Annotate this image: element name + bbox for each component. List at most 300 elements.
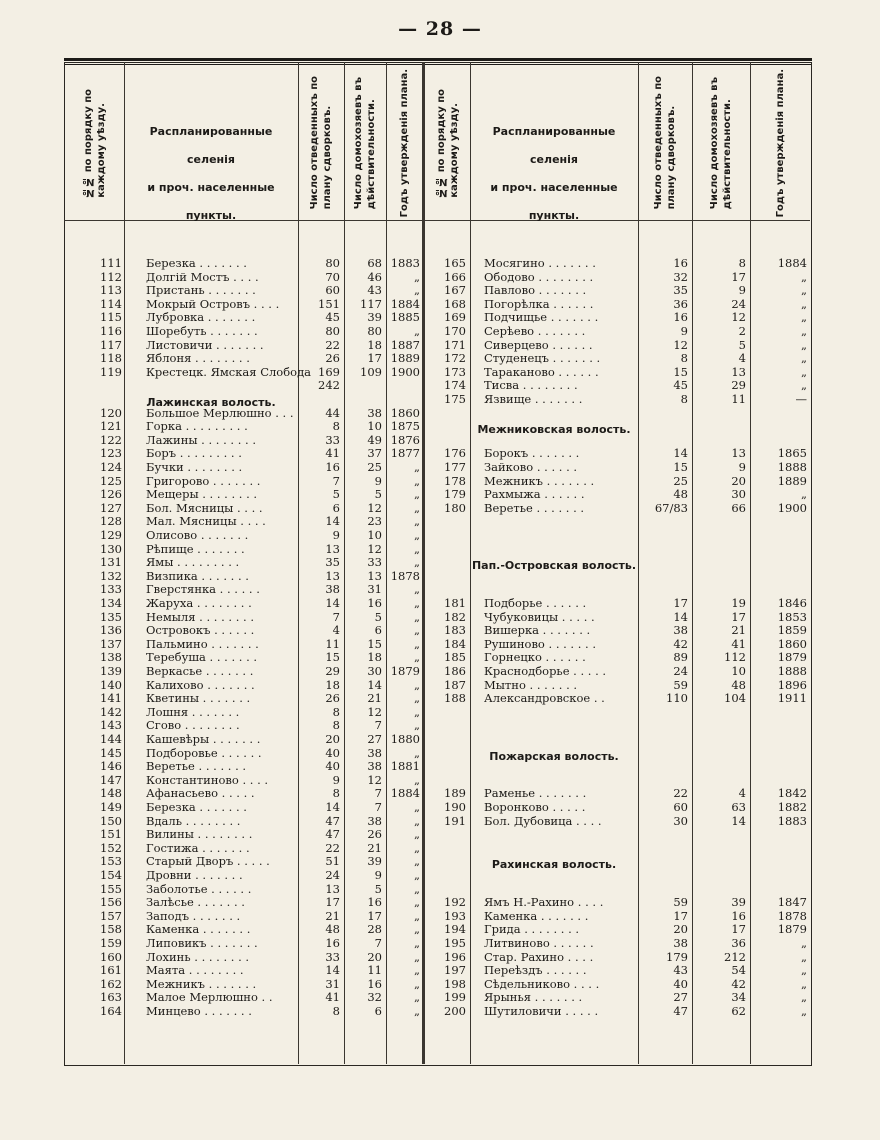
plan-year: 1885 [390, 310, 420, 325]
plots-count: 16 [673, 310, 688, 325]
plots-count: 13 [325, 881, 340, 896]
plots-count: 45 [673, 378, 688, 393]
table-row [0, 991, 880, 1003]
row-number: 144 [100, 732, 122, 746]
plan-year: „ [414, 541, 420, 556]
row-number: 195 [444, 936, 466, 950]
plots-count: 14 [673, 446, 688, 461]
plan-year: „ [801, 337, 807, 352]
plan-year: „ [414, 963, 420, 978]
plots-count: 60 [325, 283, 340, 298]
plan-year: 1865 [777, 446, 807, 461]
place-name: Рушиново . . . . . . . [484, 636, 597, 651]
table-row [0, 366, 880, 378]
place-name: Каменка . . . . . . . [484, 908, 589, 923]
row-number: 111 [100, 256, 122, 270]
plots-count: 22 [673, 786, 688, 801]
householders-count: 12 [367, 500, 382, 515]
householders-count: 31 [367, 582, 382, 597]
plots-count: 47 [673, 1004, 688, 1018]
section-heading: Пожарская волость. [489, 749, 619, 763]
place-name: Ярынья . . . . . . . [484, 990, 583, 1005]
plan-year: 1883 [390, 256, 420, 270]
householders-count: 21 [731, 623, 746, 638]
householders-count: 39 [731, 895, 746, 910]
householders-count: 27 [367, 732, 382, 746]
plan-year: „ [801, 1004, 807, 1018]
place-name: Гверстянка . . . . . . [146, 582, 260, 597]
householders-count: 9 [374, 473, 382, 488]
plan-year: „ [414, 283, 420, 298]
householders-count: 24 [731, 296, 746, 311]
row-number: 154 [100, 868, 122, 882]
plots-count: 44 [325, 405, 340, 420]
householders-count: 104 [724, 691, 746, 706]
plan-year: „ [414, 636, 420, 651]
place-name: Гостижа . . . . . . . [146, 840, 250, 855]
householders-count: 10 [367, 528, 382, 542]
row-number: 135 [100, 609, 122, 624]
plots-count: 80 [325, 256, 340, 270]
householders-count: 28 [367, 922, 382, 937]
table-row [0, 760, 880, 772]
plan-year: 1877 [390, 446, 420, 461]
place-name: Чубуковицы . . . . . [484, 609, 595, 624]
row-number: 120 [100, 405, 122, 420]
header-name-right: Распланированные селенія и проч. населенные пункты. [490, 125, 618, 222]
householders-count: 16 [367, 976, 382, 991]
row-number: 192 [444, 895, 466, 910]
householders-count: 12 [731, 310, 746, 325]
row-number: 163 [100, 990, 122, 1005]
row-number: 200 [444, 1004, 466, 1018]
householders-count: 109 [360, 364, 382, 379]
householders-count: 17 [731, 609, 746, 624]
place-name: Горнецко . . . . . . [484, 650, 586, 665]
place-name: Павлово . . . . . . . [484, 283, 587, 298]
place-name: Студенецъ . . . . . . . [484, 351, 601, 366]
table-row [0, 951, 880, 963]
row-number: 162 [100, 976, 122, 991]
plots-count: 9 [332, 528, 340, 542]
plan-year: 1888 [777, 664, 807, 678]
row-number: 185 [444, 650, 466, 665]
householders-count: 5 [374, 609, 382, 624]
householders-count: 38 [367, 759, 382, 774]
householders-count: 9 [738, 460, 746, 474]
place-name: Бол. Дубовица . . . . [484, 813, 602, 828]
row-number: 152 [100, 840, 122, 855]
plots-count: 41 [325, 990, 340, 1005]
place-name: Жаруха . . . . . . . . [146, 596, 252, 610]
plan-year: „ [414, 881, 420, 896]
place-name: Мытно . . . . . . . [484, 677, 578, 692]
table-row [0, 665, 880, 677]
householders-count: 16 [731, 908, 746, 923]
header-year-right: Годъ утвержденія плана. [774, 68, 786, 218]
plots-count: 43 [673, 963, 688, 978]
place-name: Язвище . . . . . . . [484, 392, 583, 406]
row-number: 115 [100, 310, 122, 325]
place-name: Грида . . . . . . . . [484, 922, 580, 937]
plan-year: 1889 [777, 473, 807, 488]
table-row [0, 298, 880, 310]
place-name: Лошня . . . . . . . [146, 704, 240, 719]
householders-count: 12 [367, 541, 382, 556]
plots-count: 70 [325, 269, 340, 284]
plots-count: 89 [673, 650, 688, 665]
section-heading: Лажинская волость. [146, 396, 276, 409]
plan-year: „ [801, 351, 807, 366]
place-name: Подборовье . . . . . . [146, 745, 262, 760]
plots-count: 24 [325, 868, 340, 882]
place-name: Погорѣлка . . . . . . [484, 296, 594, 311]
row-number: 165 [444, 256, 466, 270]
householders-count: 21 [367, 691, 382, 706]
householders-count: 10 [731, 664, 746, 678]
page-number: — 28 — [398, 18, 482, 40]
table-row [0, 883, 880, 895]
plan-year: „ [414, 895, 420, 910]
householders-count: 38 [367, 405, 382, 420]
plan-year: 1875 [390, 419, 420, 434]
row-number: 187 [444, 677, 466, 692]
table-row [0, 964, 880, 976]
row-number: 166 [444, 269, 466, 284]
householders-count: 7 [374, 800, 382, 814]
plots-count: 15 [673, 460, 688, 474]
plan-year: „ [414, 582, 420, 597]
place-name: Липовикъ . . . . . . . [146, 936, 258, 950]
row-number: 130 [100, 541, 122, 556]
plots-count: 242 [318, 378, 340, 393]
place-name: Ямы . . . . . . . . . [146, 555, 240, 570]
table-row [0, 733, 880, 745]
row-number: 186 [444, 664, 466, 678]
table-row [0, 896, 880, 908]
table-row [0, 339, 880, 351]
place-name: Теребуша . . . . . . . [146, 650, 258, 665]
place-name: Сиверцево . . . . . . [484, 337, 593, 352]
householders-count: 16 [367, 596, 382, 610]
plan-year: 1880 [390, 732, 420, 746]
householders-count: 62 [731, 1004, 746, 1018]
plan-year: „ [801, 963, 807, 978]
place-name: Переѣздъ . . . . . . [484, 963, 587, 978]
table-row [0, 257, 880, 269]
place-name: Стар. Рахино . . . . [484, 949, 594, 964]
householders-count: 80 [367, 324, 382, 338]
plots-count: 6 [332, 500, 340, 515]
table-row [0, 611, 880, 623]
plots-count: 48 [673, 487, 688, 502]
householders-count: 117 [360, 296, 382, 311]
place-name: Литвиново . . . . . . [484, 936, 594, 950]
householders-count: 8 [738, 256, 746, 270]
row-number: 121 [100, 419, 122, 434]
row-number: 158 [100, 922, 122, 937]
place-name: Калихово . . . . . . . [146, 677, 255, 692]
place-name: Горка . . . . . . . . . [146, 419, 248, 434]
row-number: 155 [100, 881, 122, 896]
plan-year: „ [414, 840, 420, 855]
place-name: Кашевѣры . . . . . . . [146, 732, 261, 746]
plan-year: 1842 [777, 786, 807, 801]
householders-count: 43 [367, 283, 382, 298]
row-number: 140 [100, 677, 122, 692]
householders-count: 63 [731, 800, 746, 814]
place-name: Мал. Мясницы . . . . [146, 514, 266, 529]
place-name: Тисва . . . . . . . . [484, 378, 578, 393]
row-number: 189 [444, 786, 466, 801]
plots-count: 33 [325, 432, 340, 447]
householders-count: 4 [738, 351, 746, 366]
table-row [0, 556, 880, 568]
householders-count: 7 [374, 786, 382, 801]
householders-count: 42 [731, 976, 746, 991]
table-row [0, 651, 880, 663]
householders-count: 6 [374, 623, 382, 638]
row-number: 160 [100, 949, 122, 964]
place-name: Тараканово . . . . . . [484, 364, 599, 379]
table-row [0, 624, 880, 636]
plots-count: 51 [325, 854, 340, 869]
householders-count: 17 [367, 908, 382, 923]
place-name: Олисово . . . . . . . [146, 528, 249, 542]
plan-year: „ [414, 854, 420, 869]
plots-count: 13 [325, 541, 340, 556]
plots-count: 9 [332, 772, 340, 787]
place-name: Мосягино . . . . . . . [484, 256, 596, 270]
row-number: 182 [444, 609, 466, 624]
table-row [0, 597, 880, 609]
plan-year: 1860 [390, 405, 420, 420]
place-name: Серѣево . . . . . . . [484, 324, 586, 338]
place-name: Малое Мерлюшно . . [146, 990, 273, 1005]
header-houses-left: Число домохозяевъ въ дѣйствительности. [353, 76, 377, 210]
row-number: 129 [100, 528, 122, 542]
householders-count: 39 [367, 310, 382, 325]
row-number: 134 [100, 596, 122, 610]
householders-count: 14 [367, 677, 382, 692]
householders-count: 20 [367, 949, 382, 964]
plan-year: „ [414, 514, 420, 529]
row-number: 125 [100, 473, 122, 488]
householders-count: 19 [731, 596, 746, 610]
place-name: Бучки . . . . . . . . [146, 460, 243, 474]
plots-count: 17 [673, 596, 688, 610]
householders-count: 13 [731, 446, 746, 461]
row-number: 173 [444, 364, 466, 379]
householders-count: 10 [367, 419, 382, 434]
householders-count: 6 [374, 1004, 382, 1018]
place-name: Березка . . . . . . . [146, 256, 247, 270]
plots-count: 25 [673, 473, 688, 488]
householders-count: 12 [367, 772, 382, 787]
place-name: Минцево . . . . . . . [146, 1004, 252, 1018]
row-number: 194 [444, 922, 466, 937]
plots-count: 24 [673, 664, 688, 678]
row-number: 172 [444, 351, 466, 366]
plan-year: 1853 [777, 609, 807, 624]
row-number: 132 [100, 568, 122, 583]
place-name: Заподъ . . . . . . . [146, 908, 241, 923]
plots-count: 40 [325, 745, 340, 760]
place-name: Межникъ . . . . . . . [146, 976, 257, 991]
plots-count: 80 [325, 324, 340, 338]
place-name: Григорово . . . . . . . [146, 473, 261, 488]
row-number: 146 [100, 759, 122, 774]
plots-count: 14 [325, 596, 340, 610]
table-row [0, 679, 880, 691]
place-name: Немыля . . . . . . . . [146, 609, 254, 624]
householders-count: 54 [731, 963, 746, 978]
row-number: 179 [444, 487, 466, 502]
plots-count: 38 [325, 582, 340, 597]
plots-count: 36 [673, 296, 688, 311]
table-row [0, 434, 880, 446]
place-name: Кветины . . . . . . . [146, 691, 251, 706]
plots-count: 16 [325, 936, 340, 950]
place-name: Залѣсье . . . . . . . [146, 895, 245, 910]
plan-year: „ [414, 691, 420, 706]
row-number: 199 [444, 990, 466, 1005]
table-row [0, 774, 880, 786]
plan-year: „ [414, 555, 420, 570]
place-name: Заболотье . . . . . . [146, 881, 252, 896]
place-name: Сгово . . . . . . . . [146, 718, 240, 733]
plots-count: 14 [325, 963, 340, 978]
plan-year: „ [414, 868, 420, 882]
plan-year: „ [414, 324, 420, 338]
plan-year: „ [414, 1004, 420, 1018]
householders-count: 33 [367, 555, 382, 570]
householders-count: 26 [367, 827, 382, 842]
plan-year: 1900 [777, 500, 807, 515]
table-row [0, 747, 880, 759]
place-name: Веретье . . . . . . . [146, 759, 247, 774]
place-name: Межникъ . . . . . . . [484, 473, 595, 488]
plan-year: „ [414, 487, 420, 502]
row-number: 136 [100, 623, 122, 638]
table-row [0, 855, 880, 867]
table-row [0, 801, 880, 813]
row-number: 131 [100, 555, 122, 570]
householders-count: 21 [367, 840, 382, 855]
plots-count: 14 [325, 800, 340, 814]
row-number: 159 [100, 936, 122, 950]
place-name: Борокъ . . . . . . . [484, 446, 580, 461]
plan-year: „ [414, 922, 420, 937]
plan-year: 1888 [777, 460, 807, 474]
header-plots-left: Число отведенныхъ по плану сдворковъ. [309, 76, 333, 210]
place-name: Рахмыжа . . . . . . [484, 487, 585, 502]
plan-year: 1879 [777, 650, 807, 665]
place-name: Боръ . . . . . . . . . [146, 446, 242, 461]
place-name: Ямъ Н.-Рахино . . . . [484, 895, 604, 910]
plots-count: 8 [332, 1004, 340, 1018]
householders-count: 13 [367, 568, 382, 583]
table-row [0, 570, 880, 582]
householders-count: 49 [367, 432, 382, 447]
table-row [0, 842, 880, 854]
plan-year: 1881 [390, 759, 420, 774]
table-row [0, 828, 880, 840]
place-name: Рѣпище . . . . . . . [146, 541, 245, 556]
place-name: Веркасье . . . . . . . [146, 664, 254, 678]
place-name: Бол. Мясницы . . . . [146, 500, 263, 515]
plan-year: „ [801, 324, 807, 338]
table-row [0, 502, 880, 514]
householders-count: 66 [731, 500, 746, 515]
table-row [0, 543, 880, 555]
row-number: 143 [100, 718, 122, 733]
plan-year: 1860 [777, 636, 807, 651]
plots-count: 26 [325, 351, 340, 366]
row-number: 118 [100, 351, 122, 366]
householders-count: 5 [738, 337, 746, 352]
plan-year: „ [414, 623, 420, 638]
householders-count: 5 [374, 487, 382, 502]
plan-year: „ [414, 460, 420, 474]
place-name: Вдаль . . . . . . . . [146, 813, 241, 828]
plots-count: 110 [666, 691, 688, 706]
header-number-right: №№ по порядку по каждому уѣзду. [435, 88, 460, 198]
table-row [0, 692, 880, 704]
householders-count: 23 [367, 514, 382, 529]
householders-count: 20 [731, 473, 746, 488]
row-number: 193 [444, 908, 466, 923]
householders-count: 41 [731, 636, 746, 651]
householders-count: 39 [367, 854, 382, 869]
plots-count: 179 [666, 949, 688, 964]
place-name: Каменка . . . . . . . [146, 922, 251, 937]
table-row [0, 461, 880, 473]
table-row [0, 1005, 880, 1017]
place-name: Листовичи . . . . . . . [146, 337, 264, 352]
row-number: 116 [100, 324, 122, 338]
plots-count: 32 [673, 269, 688, 284]
householders-count: 4 [738, 786, 746, 801]
place-name: Сѣдельниково . . . . [484, 976, 600, 991]
place-name: Воронково . . . . . [484, 800, 586, 814]
householders-count: 9 [738, 283, 746, 298]
plan-year: „ [801, 296, 807, 311]
plots-count: 60 [673, 800, 688, 814]
householders-count: 34 [731, 990, 746, 1005]
row-number: 181 [444, 596, 466, 610]
householders-count: 38 [367, 745, 382, 760]
householders-count: 7 [374, 936, 382, 950]
table-row [0, 529, 880, 541]
plots-count: 29 [325, 664, 340, 678]
place-name: Визпика . . . . . . . [146, 568, 249, 583]
plan-year: „ [414, 827, 420, 842]
plan-year: 1900 [390, 364, 420, 379]
row-number: 133 [100, 582, 122, 597]
plots-count: 8 [332, 786, 340, 801]
table-row [0, 638, 880, 650]
plots-count: 27 [673, 990, 688, 1005]
plan-year: 1887 [390, 337, 420, 352]
place-name: Березка . . . . . . . [146, 800, 247, 814]
plots-count: 9 [680, 324, 688, 338]
plan-year: „ [801, 378, 807, 393]
table-row [0, 787, 880, 799]
row-number: 197 [444, 963, 466, 978]
householders-count: 68 [367, 256, 382, 270]
table-row [0, 420, 880, 432]
